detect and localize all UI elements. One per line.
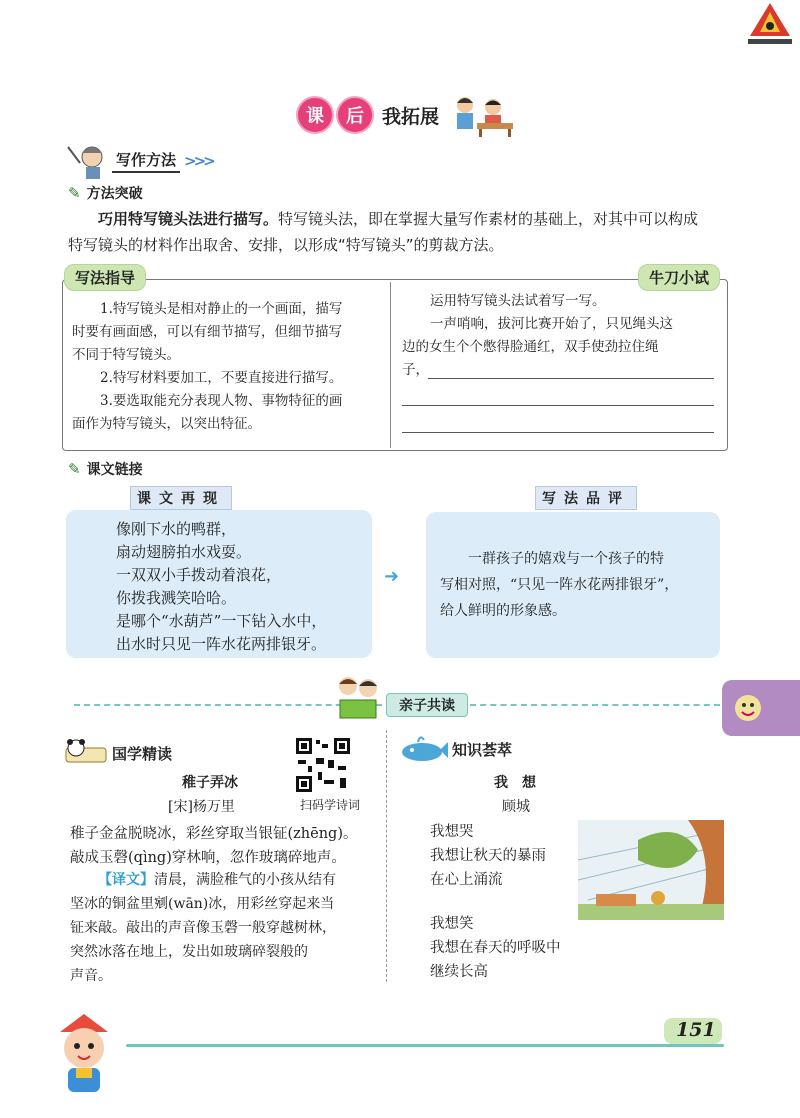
- stanza-line: 我想哭: [430, 824, 474, 840]
- knowledge-author: 顾城: [502, 799, 530, 815]
- guide-text: [72, 298, 384, 436]
- poem-text: [116, 518, 326, 656]
- try-it-tab: 牛刀小试: [638, 264, 720, 291]
- column-divider: [386, 730, 387, 982]
- try-line: 一声哨响，拔河比赛开始了，只见绳头这: [430, 316, 673, 332]
- teacher-icon: [64, 141, 112, 181]
- title-badge-char-1: 课: [296, 96, 334, 134]
- writing-method-heading: [64, 141, 213, 181]
- try-line: 边的女生个个憋得脸通红，双手使劲拉住绳: [402, 339, 659, 355]
- guide-line: 1.特写镜头是相对静止的一个画面，描写: [100, 301, 343, 317]
- stanza-line: 我想笑: [430, 916, 474, 932]
- guoxue-poem-line: 敲成玉磬(qìng)穿林响，忽作玻璃碎地声。: [70, 850, 346, 866]
- qr-caption: 扫码学诗词: [300, 798, 361, 812]
- poem-line: 你拨我溅笑哈哈。: [116, 589, 237, 607]
- parent-child-icon: [330, 672, 386, 720]
- try-line: 运用特写镜头法试着写一写。: [430, 293, 606, 309]
- translation-line: 声音。: [70, 968, 112, 984]
- method-text-2: 特写镜头的材料作出取舍、安排，以形成“特写镜头”的剪裁方法。: [68, 236, 504, 254]
- footer-rule: [126, 1044, 724, 1047]
- guide-line: 面作为特写镜头，以突出特征。: [72, 416, 261, 432]
- qr-code[interactable]: [294, 736, 352, 794]
- arrow-right-icon: ➜: [384, 566, 400, 587]
- stanza-line: 继续长高: [430, 964, 488, 980]
- page-number: 151: [676, 1019, 716, 1041]
- students-illustration: [445, 93, 515, 137]
- try-text: [402, 290, 718, 382]
- text-link-title: 课文链接: [86, 462, 143, 478]
- poem-line: 一双双小手拨动着浪花，: [116, 566, 282, 584]
- publisher-logo: [740, 0, 800, 50]
- text-review-label: 课文再现: [130, 486, 232, 510]
- knowledge-heading: [398, 734, 512, 764]
- method-bold-lead: 巧用特写镜头法进行描写。: [98, 210, 279, 228]
- guoxue-poem-body: [70, 822, 382, 870]
- comment-text: [440, 546, 716, 624]
- method-text-1: 特写镜头法，即在掌握大量写作素材的基础上，对其中可以构成: [278, 210, 699, 228]
- guide-line: 3.要选取能充分表现人物、事物特征的画: [100, 393, 343, 409]
- method-breakthrough-heading: [68, 183, 143, 203]
- knowledge-stanza-2: [430, 912, 561, 984]
- guoxue-heading: [64, 738, 172, 768]
- method-breakthrough-title: 方法突破: [86, 186, 143, 202]
- title-badge-char-2: 后: [336, 96, 374, 134]
- stanza-line: 我想让秋天的暴雨: [430, 848, 546, 864]
- translation-line: 坚冰的铜盆里剜(wān)冰，用彩丝穿起来当: [70, 896, 335, 912]
- knowledge-title: 知识荟萃: [452, 740, 513, 759]
- guoxue-title: 国学精读: [112, 744, 173, 763]
- pencil-icon: ✎: [68, 184, 81, 202]
- try-line: 子，: [402, 362, 429, 378]
- bird-icon: [728, 688, 768, 728]
- text-link-heading: [68, 459, 143, 479]
- mascot-icon: [44, 1012, 124, 1098]
- knowledge-poem-title: 我 想: [494, 775, 536, 791]
- guide-divider: [390, 282, 391, 448]
- translation-label: 【译文】: [98, 872, 154, 888]
- poem-line: 扇动翅膀拍水戏耍。: [116, 543, 252, 561]
- comment-line: 给人鲜明的形象感。: [440, 603, 566, 619]
- answer-line[interactable]: [402, 432, 714, 433]
- guoxue-translation: [70, 868, 380, 988]
- poem-line: 出水时只见一阵水花两排银牙。: [116, 635, 327, 653]
- stanza-line: 我想在春天的呼吸中: [430, 940, 561, 956]
- comment-line: 一群孩子的嬉戏与一个孩子的特: [468, 551, 664, 567]
- translation-line: 突然冰落在地上，发出如玻璃碎裂般的: [70, 944, 308, 960]
- poem-line: 是哪个“水葫芦”一下钻入水中，: [116, 612, 327, 630]
- section-title: [296, 93, 515, 137]
- answer-line[interactable]: [402, 405, 714, 406]
- writing-method-label: 写作方法: [112, 149, 180, 173]
- translation-line: 清晨，满脸稚气的小孩从结有: [154, 872, 336, 888]
- poem-line: 像刚下水的鸭群，: [116, 520, 237, 538]
- family-reading-tag: 亲子共读: [386, 693, 468, 717]
- whale-icon: [398, 734, 448, 764]
- pencil-icon: ✎: [68, 460, 81, 478]
- answer-line[interactable]: [428, 378, 714, 379]
- guide-line: 2.特写材料要加工，不要直接进行描写。: [100, 370, 343, 386]
- dashed-divider: [470, 704, 720, 706]
- storm-tree-illustration: [578, 820, 724, 920]
- guide-line: 不同于特写镜头。: [72, 347, 180, 363]
- writing-guide-tab: 写法指导: [64, 264, 146, 291]
- guide-line: 时要有画面感，可以有细节描写，但细节描写: [72, 324, 342, 340]
- translation-line: 钲来敲。敲出的声音像玉磬一般穿越树林，: [70, 920, 336, 936]
- method-paragraph: [68, 206, 738, 258]
- comment-line: 写相对照，“只见一阵水花两排银牙”，: [440, 577, 679, 593]
- knowledge-stanza-1: [430, 820, 546, 892]
- writing-comment-label: 写法品评: [535, 486, 637, 510]
- side-tab: [722, 680, 800, 736]
- guoxue-author: [宋]杨万里: [168, 799, 235, 815]
- guoxue-poem-line: 稚子金盆脱晓冰，彩丝穿取当银钲(zhēng)。: [70, 826, 358, 842]
- title-text: 我拓展: [382, 105, 440, 128]
- chevron-right-icon: >>>: [184, 152, 213, 170]
- stanza-line: 在心上涌流: [430, 872, 503, 888]
- panda-scroll-icon: [64, 738, 108, 768]
- guoxue-poem-title: 稚子弄冰: [182, 775, 238, 791]
